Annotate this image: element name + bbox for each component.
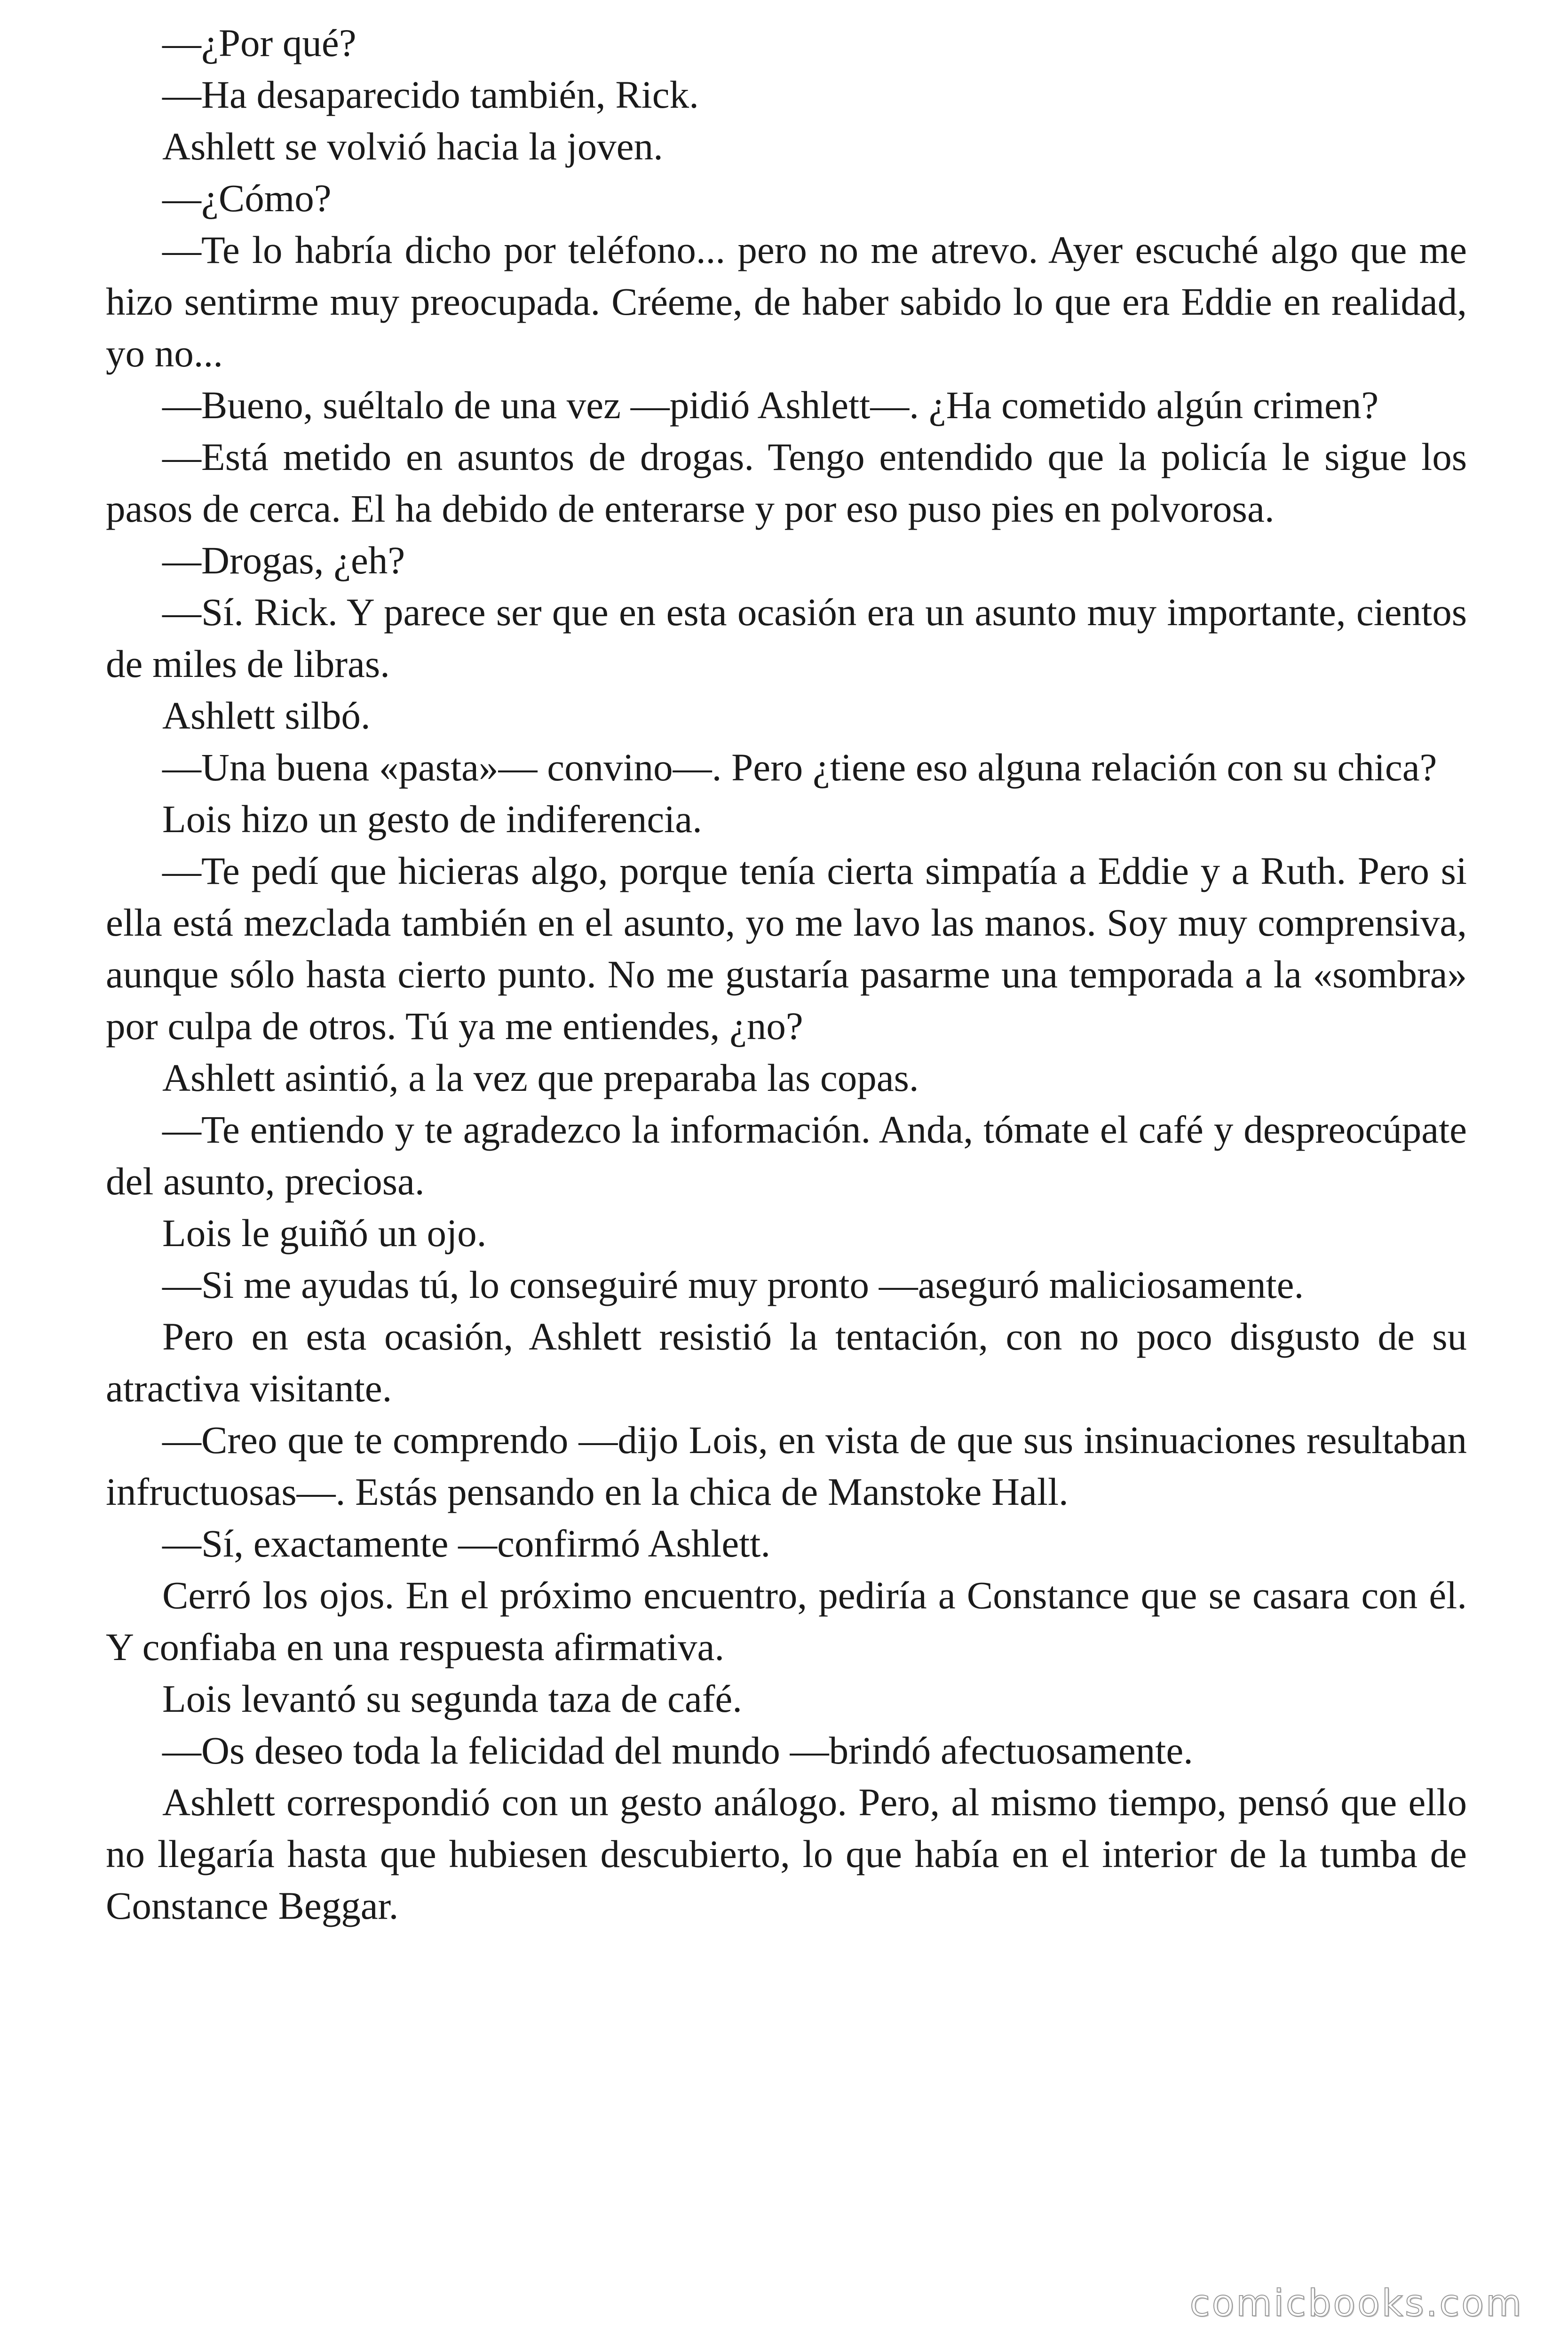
paragraph: —Ha desaparecido también, Rick.: [162, 73, 699, 116]
paragraph: —Os deseo toda la felicidad del mundo —brindó afectuosamente.: [162, 1729, 1193, 1772]
paragraph: —¿Cómo?: [162, 176, 332, 220]
paragraph: —Te pedí que hicieras algo, porque tenía cierta simpatía a Eddie y a Ruth. Pero si ella está mezclada también en el asunto, yo me lavo las manos. Soy muy comprensiva, aunque sólo hasta cierto punto. No me gustaría pasarme una temporada a la «sombra» por culpa de otros. Tú ya me entiendes, ¿no?: [106, 849, 1467, 1048]
paragraph: —Sí, exactamente —confirmó Ashlett.: [162, 1522, 771, 1565]
paragraph: —Bueno, suéltalo de una vez —pidió Ashlett—. ¿Ha cometido algún crimen?: [162, 383, 1379, 427]
paragraph: Ashlett correspondió con un gesto análogo. Pero, al mismo tiempo, pensó que ello no llegaría hasta que hubiesen descubierto, lo que había en el interior de la tumba de Constance Beggar.: [106, 1780, 1467, 1927]
paragraph: —Sí. Rick. Y parece ser que en esta ocasión era un asunto muy importante, cientos de miles de libras.: [106, 590, 1467, 685]
paragraph: —Una buena «pasta»— convino—. Pero ¿tiene eso alguna relación con su chica?: [162, 746, 1437, 789]
page-text-body: [106, 17, 1467, 1931]
paragraph: Ashlett asintió, a la vez que preparaba las copas.: [162, 1056, 919, 1099]
paragraph: —Si me ayudas tú, lo conseguiré muy pronto —aseguró maliciosamente.: [162, 1263, 1304, 1306]
paragraph: —Drogas, ¿eh?: [162, 539, 405, 582]
paragraph: Cerró los ojos. En el próximo encuentro, pediría a Constance que se casara con él. Y confiaba en una respuesta afirmativa.: [106, 1573, 1467, 1669]
paragraph: Ashlett se volvió hacia la joven.: [162, 125, 663, 168]
paragraph: Lois levantó su segunda taza de café.: [162, 1677, 742, 1720]
paragraph: —Te entiendo y te agradezco la información. Anda, tómate el café y despreocúpate del asunto, preciosa.: [106, 1108, 1467, 1203]
paragraph: Ashlett silbó.: [162, 694, 371, 737]
paragraph: —¿Por qué?: [162, 21, 356, 64]
site-watermark: comicbooks.com: [1189, 2282, 1523, 2325]
paragraph: Lois le guiñó un ojo.: [162, 1211, 487, 1255]
paragraph: —Creo que te comprendo —dijo Lois, en vista de que sus insinuaciones resultaban infructuosas—. Estás pensando en la chica de Manstoke Hall.: [106, 1418, 1467, 1513]
paragraph: —Está metido en asuntos de drogas. Tengo entendido que la policía le sigue los pasos de cerca. El ha debido de enterarse y por eso puso pies en polvorosa.: [106, 435, 1467, 530]
paragraph: Lois hizo un gesto de indiferencia.: [162, 797, 702, 841]
paragraph: Pero en esta ocasión, Ashlett resistió la tentación, con no poco disgusto de su atractiva visitante.: [106, 1315, 1467, 1410]
paragraph: —Te lo habría dicho por teléfono... pero no me atrevo. Ayer escuché algo que me hizo sentirme muy preocupada. Créeme, de haber sabido lo que era Eddie en realidad, yo no...: [106, 228, 1467, 375]
